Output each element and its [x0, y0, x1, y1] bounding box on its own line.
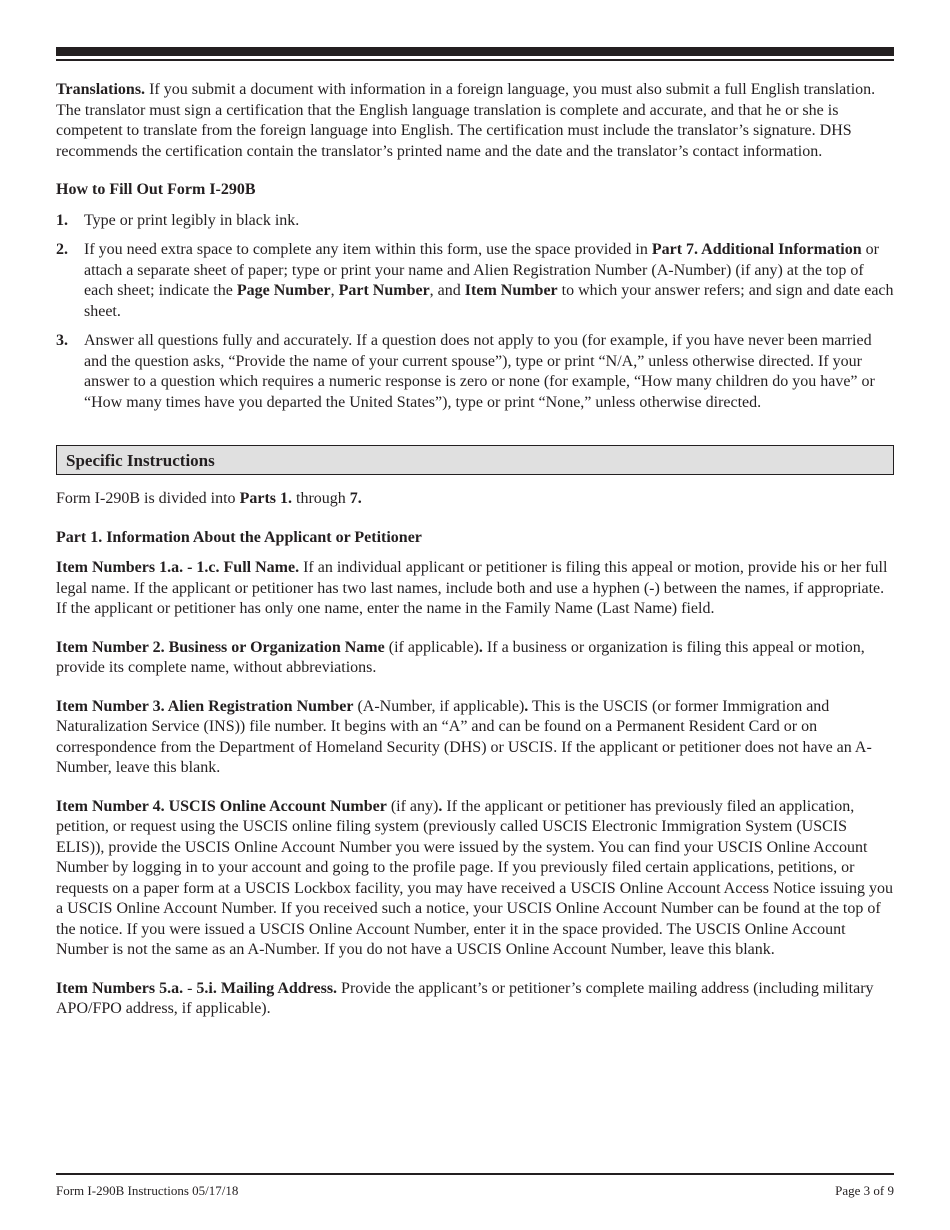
item2-mid: (if applicable)	[384, 638, 479, 656]
translations-lead: Translations.	[56, 81, 146, 98]
list-item-text: Answer all questions fully and accurately. If a question does not apply to you (for example, if you have never been married and the question asks, “Provide the name of your current spouse”), type or print “N/A,” unless otherwise directed. If your answer to a question which requires a numeric response is zero or none (for example, “How many children do you have” or “How many times have you departed the United States”), type or print “None,” unless otherwise directed.	[84, 332, 875, 411]
translations-paragraph	[56, 80, 894, 162]
content	[56, 80, 894, 1038]
header-rule-thin	[56, 59, 894, 61]
header-rule-thick	[56, 47, 894, 56]
item1-paragraph	[56, 558, 894, 620]
item4-dot: .	[438, 797, 443, 815]
list-item-text: , and	[429, 282, 465, 299]
item2-lead: Item Number 2. Business or Organization Name	[56, 638, 385, 656]
item4-mid: (if any)	[386, 797, 439, 815]
item1-lead: Item Numbers 1.a. - 1.c. Full Name.	[56, 559, 300, 576]
item1-text: If an individual applicant or petitioner is filing this appeal or motion, provide his or her full legal name. If the applicant or petitioner has two last names, include both and use a hyphen (-) between the names, if appropriate. If the applicant or petitioner has only one name, enter the name in the Family Name (Last Name) field.	[56, 559, 888, 617]
footer-form-id: Form I-290B Instructions 05/17/18	[56, 1183, 239, 1198]
list-item-text: ,	[330, 282, 339, 299]
list-item-emphasis: Item Number	[464, 282, 558, 299]
list-item-text: or attach a separate sheet of paper; type or print your name and Alien Registration Number (A-Number) (if any) at the top of each sheet; indicate the	[84, 241, 879, 299]
intro-text: through	[292, 490, 350, 507]
list-item-text: to which your answer refers; and sign and date each sheet.	[84, 282, 894, 320]
item3-dot: .	[524, 697, 529, 715]
item2-dot: .	[478, 638, 483, 656]
item3-mid: (A-Number, if applicable)	[353, 697, 525, 715]
item2-text: If a business or organization is filing this appeal or motion, provide its complete name, without abbreviations.	[56, 638, 865, 676]
list-item-number: 1.	[56, 211, 68, 229]
how-to-heading: How to Fill Out Form I-290B	[56, 181, 256, 198]
specific-instructions-header: Specific Instructions	[56, 445, 894, 475]
item3-lead: Item Number 3. Alien Registration Number	[56, 697, 354, 715]
list-item-number: 3.	[56, 332, 68, 349]
item2-paragraph	[56, 638, 894, 679]
item5-lead-b: 5.i. Mailing Address.	[196, 979, 338, 997]
translations-text: If you submit a document with information in a foreign language, you must also submit a full English translation. The translator must sign a certification that the English language translation is complete and accurate, and that he or she is competent to translate from the foreign language into English. The certification must include the translator’s signature. DHS recommends the certification contain the translator’s printed name and the date and the translator’s contact information.	[56, 81, 876, 160]
list-item	[56, 211, 894, 232]
specific-intro	[56, 489, 894, 510]
footer-page-number: Page 3 of 9	[835, 1183, 894, 1198]
how-to-list	[56, 211, 894, 414]
item4-paragraph	[56, 797, 894, 961]
item5-paragraph	[56, 979, 894, 1020]
item5-text: Provide the applicant’s or petitioner’s complete mailing address (including military APO/FPO address, if applicable).	[56, 979, 874, 1017]
list-item-emphasis: Page Number	[236, 282, 331, 299]
footer-rule	[56, 1173, 894, 1175]
list-item-text: If you need extra space to complete any item within this form, use the space provided in	[84, 241, 652, 258]
intro-emphasis: Parts 1.	[239, 490, 292, 507]
list-item-number: 2.	[56, 241, 68, 258]
list-item-text: Type or print legibly in black ink.	[84, 211, 300, 229]
item3-text: This is the USCIS (or former Immigration and Naturalization Service (INS)) file number. It begins with an “A” and can be found on a Permanent Resident Card or on correspondence from the Department of Homeland Security (DHS) or USCIS. If the applicant or petitioner does not have an A-Number, leave this blank.	[56, 697, 872, 776]
item3-paragraph	[56, 697, 894, 779]
item4-text: If the applicant or petitioner has previously filed an application, petition, or request using the USCIS online filing system (previously called USCIS Electronic Immigration System (USCIS ELIS)), provide the USCIS Online Account Number you were issued by the system. You can find your USCIS Online Account Number by logging in to your account and going to the profile page. If you previously filed certain applications, petitions, or requests on a paper form at a USCIS Lockbox facility, you may have received a USCIS Online Account Access Notice issuing you a USCIS Online Account Number. If you received such a notice, your USCIS Online Account Number can be found at the top of the notice. If you were issued a USCIS Online Account Number, enter it in the space provided. The USCIS Online Account Number is not the same as an A-Number. If you do not have a USCIS Online Account Number, leave this blank.	[56, 797, 893, 958]
part1-heading: Part 1. Information About the Applicant or Petitioner	[56, 528, 422, 546]
list-item-emphasis: Part 7. Additional Information	[651, 241, 862, 258]
item5-sep: -	[183, 979, 197, 997]
item5-lead-a: Item Numbers 5.a.	[56, 979, 184, 997]
intro-emphasis: 7.	[349, 490, 362, 507]
list-item-emphasis: Part Number	[338, 282, 430, 299]
list-item	[56, 331, 894, 413]
item4-lead: Item Number 4. USCIS Online Account Number	[56, 797, 387, 815]
intro-text: Form I-290B is divided into	[56, 490, 240, 507]
list-item	[56, 240, 894, 322]
